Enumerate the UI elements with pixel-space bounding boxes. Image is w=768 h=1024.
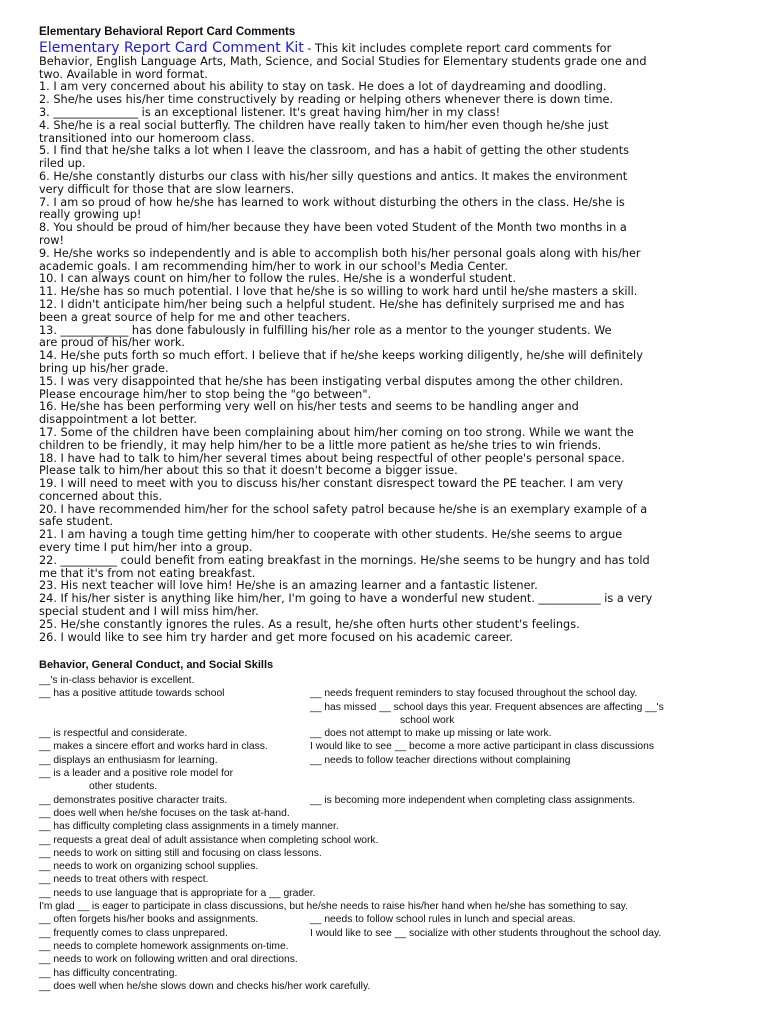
skill-row bbox=[39, 834, 729, 847]
comment-item bbox=[39, 248, 729, 274]
comment-line: 10. I can always count on him/her to follow the rules. He/she is a wonderful student. bbox=[39, 272, 516, 286]
skill-row bbox=[39, 887, 729, 900]
comment-item bbox=[39, 478, 729, 504]
comment-line: are proud of his/her work. bbox=[39, 336, 186, 350]
comment-line: 4. She/he is a real social butterfly. The children have really taken to him/her even though he/she just bbox=[39, 118, 609, 132]
comment-line: 15. I was very disappointed that he/she has been instigating verbal disputes among the other children. bbox=[39, 374, 624, 388]
skill-row bbox=[39, 780, 729, 793]
skill-right: __ needs to follow teacher directions without complaining bbox=[310, 754, 571, 766]
comment-line: transitioned into our homeroom class. bbox=[39, 131, 255, 145]
skill-row bbox=[39, 687, 729, 700]
comment-item bbox=[39, 453, 729, 479]
comment-line: 19. I will need to meet with you to discuss his/her constant disrespect toward the PE teacher. I am very bbox=[39, 477, 624, 491]
skill-continuation: school work bbox=[400, 714, 455, 726]
document-title: Elementary Behavioral Report Card Comments bbox=[39, 26, 296, 38]
skill-left: __ is respectful and considerate. bbox=[39, 728, 188, 740]
comment-item bbox=[39, 120, 729, 146]
comment-item bbox=[39, 632, 729, 645]
skill-left: __ needs to work on following written and oral directions. bbox=[39, 954, 298, 966]
comment-line: 14. He/she puts forth so much effort. I believe that if he/she keeps working diligently, he/she will definitely bbox=[39, 349, 643, 363]
comment-kit-link[interactable]: Elementary Report Card Comment Kit bbox=[39, 40, 304, 56]
skill-row bbox=[39, 913, 729, 926]
comment-line: 25. He/she constantly ignores the rules. As a result, he/she often hurts other student's feelings. bbox=[39, 617, 580, 631]
comment-item bbox=[39, 504, 729, 530]
skill-left: __ displays an enthusiasm for learning. bbox=[39, 754, 218, 766]
skill-row bbox=[39, 860, 729, 873]
intro-first-line bbox=[39, 42, 729, 56]
comment-line: children to be friendly, it may help him/her to be a little more patient as he/she tries to win friends. bbox=[39, 438, 602, 452]
comment-line: 23. His next teacher will love him! He/she is an amazing learner and a fantastic listener. bbox=[39, 579, 538, 593]
comment-line: 1. I am very concerned about his ability to stay on task. He does a lot of daydreaming and doodling. bbox=[39, 80, 607, 94]
skill-row bbox=[39, 980, 729, 993]
comment-line: been a great source of help for me and other teachers. bbox=[39, 310, 351, 324]
comment-item bbox=[39, 619, 729, 632]
comment-line: disappointment a lot better. bbox=[39, 413, 197, 427]
comment-item bbox=[39, 325, 729, 351]
comment-line: bring up his/her grade. bbox=[39, 361, 169, 375]
comment-item bbox=[39, 376, 729, 402]
comment-line: 12. I didn't anticipate him/her being such a helpful student. He/she has definitely surprised me and has bbox=[39, 297, 625, 311]
skill-row bbox=[39, 754, 729, 767]
comment-line: 2. She/he uses his/her time constructively by reading or helping others whenever there is down time. bbox=[39, 93, 614, 107]
skill-row bbox=[39, 967, 729, 980]
skills-list bbox=[39, 674, 729, 993]
skill-row bbox=[39, 873, 729, 886]
comment-item bbox=[39, 145, 729, 171]
skill-right: __ has missed __ school days this year. Frequent absences are affecting __'s bbox=[310, 701, 664, 713]
comment-line: row! bbox=[39, 233, 65, 247]
intro-line: Behavior, English Language Arts, Math, Science, and Social Studies for Elementary students grade one and bbox=[39, 54, 647, 68]
comment-line: 6. He/she constantly disturbs our class with his/her silly questions and antics. It makes the environment bbox=[39, 169, 628, 183]
skill-left: __ has a positive attitude towards school bbox=[39, 688, 225, 700]
comment-line: concerned about this. bbox=[39, 489, 163, 503]
skill-left: __ needs to work on sitting still and focusing on class lessons. bbox=[39, 847, 322, 859]
skill-left: __ needs to treat others with respect. bbox=[39, 874, 209, 886]
skill-row bbox=[39, 767, 729, 780]
comment-line: 13. ____________ has done fabulously in fulfilling his/her role as a mentor to the younger students. We bbox=[39, 323, 612, 337]
skill-right: I would like to see __ become a more active participant in class discussions bbox=[310, 741, 654, 753]
skill-left: __ needs to use language that is appropriate for a __ grader. bbox=[39, 887, 316, 899]
skill-row bbox=[39, 953, 729, 966]
comment-item bbox=[39, 222, 729, 248]
comment-line: Please encourage him/her to stop being the "go between". bbox=[39, 387, 372, 401]
skill-left: __ requests a great deal of adult assistance when completing school work. bbox=[39, 834, 379, 846]
comment-item bbox=[39, 529, 729, 555]
skill-left: __ has difficulty concentrating. bbox=[39, 967, 178, 979]
skill-left: __ does well when he/she focuses on the task at-hand. bbox=[39, 807, 290, 819]
comment-item bbox=[39, 171, 729, 197]
intro-text: - This kit includes complete report card comments for bbox=[303, 42, 612, 55]
skill-left: __ demonstrates positive character traits. bbox=[39, 794, 228, 806]
comment-line: 11. He/she has so much potential. I love that he/she is so willing to work hard until he/she masters a skill. bbox=[39, 285, 638, 299]
comment-item bbox=[39, 107, 729, 120]
comment-line: 18. I have had to talk to him/her several times about being respectful of other people's personal space. bbox=[39, 451, 625, 465]
skill-row bbox=[39, 900, 729, 913]
comments-list bbox=[39, 81, 729, 644]
comment-line: 9. He/she works so independently and is able to accomplish both his/her personal goals along with his/her bbox=[39, 246, 641, 260]
comment-line: 3. _______________ is an exceptional listener. It's great having him/her in my class! bbox=[39, 105, 501, 119]
skill-left: __'s in-class behavior is excellent. bbox=[39, 675, 195, 686]
skill-row bbox=[39, 674, 729, 687]
skill-row bbox=[39, 927, 729, 940]
intro-line: two. Available in word format. bbox=[39, 67, 208, 81]
comment-line: 7. I am so proud of how he/she has learned to work without disturbing the others in the class. He/she is bbox=[39, 195, 625, 209]
comment-line: 5. I find that he/she talks a lot when I leave the classroom, and has a habit of getting the other students bbox=[39, 144, 630, 158]
skill-right: __ does not attempt to make up missing or late work. bbox=[310, 728, 552, 740]
comment-line: 26. I would like to see him try harder and get more focused on his academic career. bbox=[39, 630, 513, 644]
skill-right: I would like to see __ socialize with other students throughout the school day. bbox=[310, 927, 662, 939]
skill-right: __ is becoming more independent when completing class assignments. bbox=[310, 794, 636, 806]
skill-row bbox=[39, 701, 729, 714]
comment-line: 20. I have recommended him/her for the school safety patrol because he/she is an exemplary example of a bbox=[39, 502, 648, 516]
comment-item bbox=[39, 401, 729, 427]
skill-left: __ frequently comes to class unprepared. bbox=[39, 927, 228, 939]
comment-item bbox=[39, 593, 729, 619]
comment-item bbox=[39, 555, 729, 581]
comment-item bbox=[39, 350, 729, 376]
skill-left: __ often forgets his/her books and assignments. bbox=[39, 914, 259, 926]
comment-line: 21. I am having a tough time getting him/her to cooperate with other students. He/she seems to argue bbox=[39, 528, 623, 542]
skill-row bbox=[39, 940, 729, 953]
comment-line: riled up. bbox=[39, 157, 86, 171]
skill-row bbox=[39, 847, 729, 860]
section-heading: Behavior, General Conduct, and Social Skills bbox=[39, 659, 274, 671]
comment-line: every time I put him/her into a group. bbox=[39, 541, 253, 555]
skill-left: __ does well when he/she slows down and checks his/her work carefully. bbox=[39, 980, 371, 992]
skill-row bbox=[39, 740, 729, 753]
skill-left: __ needs to work on organizing school supplies. bbox=[39, 861, 259, 873]
comment-line: 16. He/she has been performing very well on his/her tests and seems to be handling anger and bbox=[39, 400, 579, 414]
comment-line: Please talk to him/her about this so that it doesn't become a bigger issue. bbox=[39, 464, 458, 478]
comment-item bbox=[39, 427, 729, 453]
comment-line: academic goals. I am recommending him/her to work in our school's Media Center. bbox=[39, 259, 509, 273]
skill-left: I'm glad __ is eager to participate in class discussions, but he/she needs to raise his/her hand when he/she has something to say. bbox=[39, 901, 629, 913]
comment-line: really growing up! bbox=[39, 208, 142, 222]
skill-row bbox=[39, 820, 729, 833]
skill-left: __ has difficulty completing class assignments in a timely manner. bbox=[39, 821, 339, 833]
comment-item bbox=[39, 299, 729, 325]
skill-right: __ needs frequent reminders to stay focused throughout the school day. bbox=[310, 688, 638, 700]
comment-line: 24. If his/her sister is anything like him/her, I'm going to have a wonderful new student. ___________ is a very bbox=[39, 592, 653, 606]
intro-block bbox=[39, 42, 729, 644]
comment-line: me that it's from not eating breakfast. bbox=[39, 566, 256, 580]
comment-line: very difficult for those that are slow learners. bbox=[39, 182, 295, 196]
skill-row bbox=[39, 727, 729, 740]
skill-right: __ needs to follow school rules in lunch and special areas. bbox=[310, 914, 576, 926]
comment-line: 22. __________ could benefit from eating breakfast in the mornings. He/she seems to be hungry and has told bbox=[39, 553, 650, 567]
comment-line: special student and I will miss him/her. bbox=[39, 605, 259, 619]
skill-continuation: other students. bbox=[89, 781, 158, 793]
comment-item bbox=[39, 197, 729, 223]
skill-row bbox=[39, 807, 729, 820]
comment-line: 8. You should be proud of him/her because they have been voted Student of the Month two months in a bbox=[39, 221, 627, 235]
skill-row bbox=[39, 794, 729, 807]
comment-line: safe student. bbox=[39, 515, 114, 529]
skill-left: __ needs to complete homework assignments on-time. bbox=[39, 940, 289, 952]
skill-left: __ makes a sincere effort and works hard in class. bbox=[39, 741, 268, 753]
skill-left: __ is a leader and a positive role model for bbox=[39, 768, 234, 780]
comment-line: 17. Some of the children have been complaining about him/her coming on too strong. While we want the bbox=[39, 425, 634, 439]
skill-row bbox=[39, 714, 729, 727]
